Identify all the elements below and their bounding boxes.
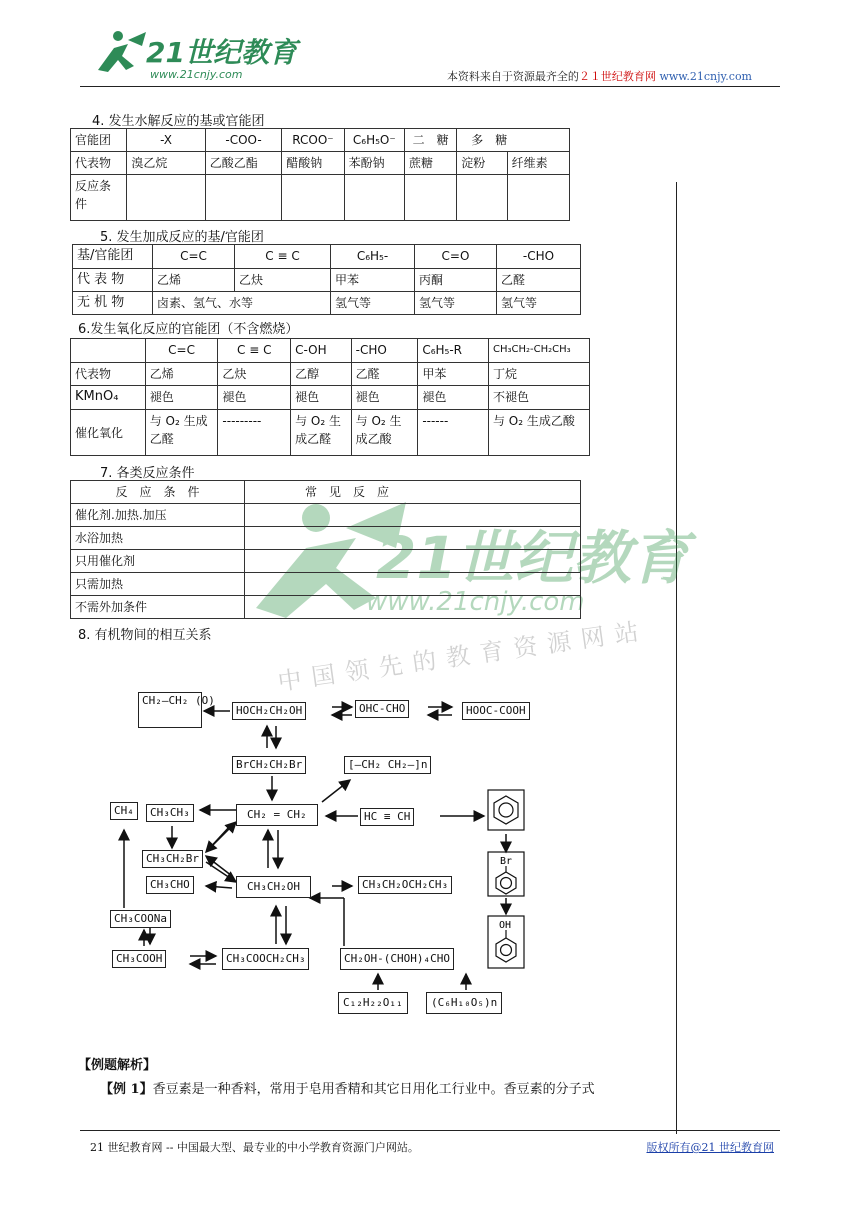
cell: 氢气等 [415,292,497,315]
cell: 水浴加热 [71,527,245,550]
node-acetylene: HC ≡ CH [360,808,414,826]
cell: KMnO₄ [71,386,146,410]
cell: 纤维素 [507,152,569,175]
node-ethane: CH₃CH₃ [146,804,194,822]
node-diethyl-ether: CH₃CH₂OCH₂CH₃ [358,876,452,894]
section-5-title: 5. 发生加成反应的基/官能团 [100,230,264,245]
cell: ------ [418,410,489,456]
section-6-title: 6.发生氧化反应的官能团（不含燃烧） [78,322,299,337]
cell: 与 O₂ 生成乙酸 [351,410,418,456]
cell: 只需加热 [71,573,245,596]
cell: C ≡ C [235,245,331,269]
example-heading: 【例题解析】 [78,1058,157,1073]
cell: 丁烷 [488,363,589,386]
cell: 代 表 物 [73,269,153,292]
cell: 乙烯 [145,363,218,386]
cell: 常 见 反 应 [245,481,581,504]
cell: 蔗糖 [404,152,456,175]
cell: C=C [153,245,235,269]
cell: 不需外加条件 [71,596,245,619]
cell: 官能团 [71,129,127,152]
cell: 丙酮 [415,269,497,292]
section-8-title: 8. 有机物间的相互关系 [78,628,212,643]
example-1-text: 香豆素是一种香料，常用于皂用香精和其它日用化工行业中。香豆素的分子式 [152,1082,595,1097]
cell: -COO- [205,129,281,152]
cell: 催化剂.加热.加压 [71,504,245,527]
cell: 催化氧化 [71,410,146,456]
cell: 甲苯 [331,269,415,292]
cell: 褪色 [218,386,291,410]
node-sucrose: C₁₂H₂₂O₁₁ [338,992,408,1014]
node-polyethylene: [—CH₂ CH₂—]n [344,756,431,774]
example-1 [100,1078,680,1097]
node-ethylene-oxide: CH₂—CH₂ (O) [138,692,202,728]
cell: 与 O₂ 生成乙醛 [291,410,352,456]
cell: 基/官能团 [73,245,153,269]
watermark-url: www.21cnjy.com [366,587,585,617]
cell: 醋酸钠 [282,152,344,175]
cell: 褪色 [291,386,352,410]
cell: 多 糖 [457,129,570,152]
cell: C₆H₅O⁻ [344,129,404,152]
cell: CH₃CH₂-CH₂CH₃ [488,339,589,363]
cell: 乙酸乙酯 [205,152,281,175]
cell: 溴乙烷 [127,152,205,175]
cell: 代表物 [71,363,146,386]
cell: 褪色 [145,386,218,410]
cell: 不褪色 [488,386,589,410]
node-bromoethane: CH₃CH₂Br [142,850,203,868]
cell: C=C [145,339,218,363]
cell: 乙醛 [351,363,418,386]
cell: 褪色 [418,386,489,410]
cell: 淀粉 [457,152,507,175]
cell: --------- [218,410,291,456]
cell: 褪色 [351,386,418,410]
node-acetaldehyde: CH₃CHO [146,876,194,894]
node-dibromoethane: BrCH₂CH₂Br [232,756,306,774]
node-methane: CH₄ [110,802,138,820]
cell: -X [127,129,205,152]
cell: -CHO [497,245,581,269]
cell: 乙烯 [153,269,235,292]
cell: 苯酚钠 [344,152,404,175]
br-substituent: Br [500,856,513,867]
header-source-url[interactable]: www.21cnjy.com [659,70,752,83]
cell: 反 应 条 件 [71,481,245,504]
watermark-slogan: 中国领先的教育资源网站 [275,616,651,697]
node-glucose: CH₂OH-(CHOH)₄CHO [340,948,454,970]
cell: C₆H₅-R [418,339,489,363]
cell: 反应条件 [71,175,127,221]
cell: C ≡ C [218,339,291,363]
footer-divider [80,1130,780,1131]
watermark-brand: 21世纪教育 [376,524,689,592]
node-sodium-acetate: CH₃COONa [110,910,171,928]
cell: C₆H₅- [331,245,415,269]
node-ethylene: CH₂ = CH₂ [236,804,318,826]
node-starch: (C₆H₁₀O₅)n [426,992,502,1014]
node-ethanol: CH₃CH₂OH [236,876,311,898]
cell: -CHO [351,339,418,363]
footer-copyright-link[interactable]: 版权所有@21 世纪教育网 [646,1141,774,1154]
cell: 与 O₂ 生成乙醛 [145,410,218,456]
section-7-title: 7. 各类反应条件 [100,466,195,481]
cell: 只用催化剂 [71,550,245,573]
cell: 卤素、氢气、水等 [153,292,331,315]
logo-brand-text: 21世纪教育 [146,36,297,69]
cell: 二 糖 [404,129,456,152]
section-4-title: 4. 发生水解反应的基或官能团 [92,114,265,129]
cell: 氢气等 [497,292,581,315]
cell: 乙炔 [218,363,291,386]
example-1-label: 【例 1】 [100,1082,153,1097]
cell: 乙醇 [291,363,352,386]
cell: 乙醛 [497,269,581,292]
node-ethyl-acetate: CH₃COOCH₂CH₃ [222,948,309,970]
node-ethylene-glycol: HOCH₂CH₂OH [232,702,306,720]
cell: C-OH [291,339,352,363]
node-acetic-acid: CH₃COOH [112,950,166,968]
cell: C=O [415,245,497,269]
logo-url-text: www.21cnjy.com [150,68,243,81]
cell: 代表物 [71,152,127,175]
header-source-prefix: 本资料来自于资源最齐全的 [446,70,579,83]
node-oxalic-acid: HOOC-COOH [462,702,530,720]
cell: 无 机 物 [73,292,153,315]
cell: RCOO⁻ [282,129,344,152]
footer-text: 21 世纪教育网 -- 中国最大型、最专业的中小学教育资源门户网站。 [90,1141,419,1154]
header-source-site: ２１世纪教育网 [578,70,656,83]
cell: 乙炔 [235,269,331,292]
node-glyoxal: OHC-CHO [355,700,409,718]
cell: 与 O₂ 生成乙酸 [488,410,589,456]
cell: 甲苯 [418,363,489,386]
cell: 氢气等 [331,292,415,315]
oh-substituent: OH [499,920,512,931]
